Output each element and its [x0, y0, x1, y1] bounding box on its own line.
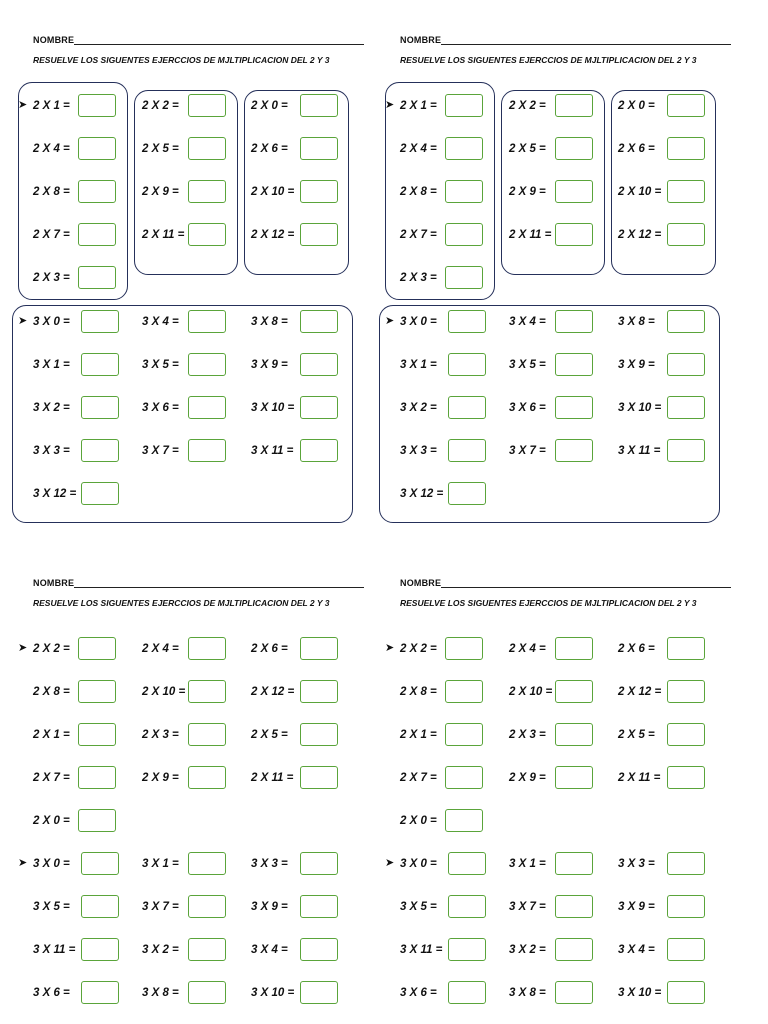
answer-box[interactable] [300, 223, 338, 246]
exercise-label: 3 X 5 = [509, 359, 546, 371]
exercise-label: 3 X 7 = [142, 901, 179, 913]
answer-box[interactable] [555, 180, 593, 203]
exercise-label: 2 X 11 = [142, 229, 185, 241]
exercise-label: 3 X 1 = [400, 359, 437, 371]
pointer-arrow-icon: ➤ [385, 857, 395, 869]
exercise-label: 3 X 1 = [33, 359, 70, 371]
answer-box[interactable] [555, 94, 593, 117]
exercise-label: 3 X 0 = [33, 316, 70, 328]
exercise-label: 3 X 11 = [618, 445, 661, 457]
answer-box[interactable] [78, 766, 116, 789]
answer-box[interactable] [300, 981, 338, 1004]
exercise-label: 3 X 6 = [33, 987, 70, 999]
answer-box[interactable] [667, 723, 705, 746]
exercise-label: 2 X 0 = [400, 815, 437, 827]
answer-box[interactable] [78, 180, 116, 203]
exercise-label: 3 X 3 = [618, 858, 655, 870]
exercise-label: 3 X 8 = [618, 316, 655, 328]
exercise-label: 3 X 11 = [251, 445, 294, 457]
answer-box[interactable] [300, 180, 338, 203]
instruction-text: RESUELVE LOS SIGUENTES EJERCCIOS DE MJLTIPLICACION DEL 2 Y 3 [33, 55, 330, 65]
exercise-label: 3 X 1 = [509, 858, 546, 870]
exercise-label: 3 X 4 = [509, 316, 546, 328]
exercise-label: 2 X 6 = [618, 143, 655, 155]
exercise-label: 2 X 11 = [618, 772, 661, 784]
exercise-label: 3 X 0 = [33, 858, 70, 870]
answer-box[interactable] [667, 353, 705, 376]
answer-box[interactable] [448, 852, 486, 875]
exercise-label: 3 X 2 = [142, 944, 179, 956]
answer-box[interactable] [81, 396, 119, 419]
answer-box[interactable] [448, 482, 486, 505]
exercise-label: 3 X 8 = [142, 987, 179, 999]
instruction-text: RESUELVE LOS SIGUENTES EJERCCIOS DE MJLTIPLICACION DEL 2 Y 3 [400, 598, 697, 608]
answer-box[interactable] [300, 439, 338, 462]
nombre-label: NOMBRE [400, 578, 442, 588]
exercise-label: 2 X 4 = [33, 143, 70, 155]
answer-box[interactable] [81, 439, 119, 462]
exercise-label: 3 X 5 = [400, 901, 437, 913]
answer-box[interactable] [300, 637, 338, 660]
answer-box[interactable] [445, 809, 483, 832]
exercise-label: 2 X 5 = [618, 729, 655, 741]
answer-box[interactable] [667, 938, 705, 961]
answer-box[interactable] [188, 439, 226, 462]
answer-box[interactable] [81, 895, 119, 918]
answer-box[interactable] [188, 938, 226, 961]
answer-box[interactable] [300, 137, 338, 160]
answer-box[interactable] [300, 852, 338, 875]
exercise-label: 3 X 5 = [33, 901, 70, 913]
answer-box[interactable] [300, 310, 338, 333]
exercise-label: 2 X 8 = [400, 186, 437, 198]
exercise-label: 2 X 2 = [400, 643, 437, 655]
exercise-label: 2 X 9 = [142, 772, 179, 784]
exercise-label: 3 X 2 = [33, 402, 70, 414]
answer-box[interactable] [555, 895, 593, 918]
exercise-label: 2 X 7 = [33, 772, 70, 784]
answer-box[interactable] [188, 223, 226, 246]
exercise-label: 3 X 12 = [400, 488, 444, 500]
answer-box[interactable] [448, 895, 486, 918]
exercise-label: 2 X 0 = [251, 100, 288, 112]
answer-box[interactable] [555, 310, 593, 333]
exercise-label: 2 X 1 = [33, 100, 70, 112]
answer-box[interactable] [188, 895, 226, 918]
answer-box[interactable] [667, 895, 705, 918]
answer-box[interactable] [667, 137, 705, 160]
answer-box[interactable] [555, 223, 593, 246]
exercise-label: 3 X 7 = [509, 445, 546, 457]
exercise-label: 2 X 2 = [509, 100, 546, 112]
exercise-label: 3 X 10 = [251, 402, 295, 414]
answer-box[interactable] [300, 895, 338, 918]
answer-box[interactable] [81, 938, 119, 961]
answer-box[interactable] [188, 981, 226, 1004]
answer-box[interactable] [555, 439, 593, 462]
answer-box[interactable] [81, 482, 119, 505]
exercise-label: 3 X 5 = [142, 359, 179, 371]
exercise-label: 3 X 10 = [618, 402, 662, 414]
pointer-arrow-icon: ➤ [385, 99, 395, 111]
exercise-label: 3 X 7 = [142, 445, 179, 457]
answer-box[interactable] [300, 353, 338, 376]
answer-box[interactable] [667, 180, 705, 203]
nombre-label: NOMBRE [33, 578, 75, 588]
exercise-label: 2 X 8 = [33, 186, 70, 198]
answer-box[interactable] [188, 723, 226, 746]
answer-box[interactable] [81, 310, 119, 333]
answer-box[interactable] [81, 852, 119, 875]
exercise-label: 2 X 10 = [618, 186, 662, 198]
exercise-label: 3 X 12 = [33, 488, 77, 500]
answer-box[interactable] [445, 766, 483, 789]
exercise-label: 2 X 10 = [142, 686, 186, 698]
answer-box[interactable] [188, 310, 226, 333]
answer-box[interactable] [188, 637, 226, 660]
answer-box[interactable] [300, 680, 338, 703]
exercise-label: 3 X 3 = [251, 858, 288, 870]
exercise-label: 2 X 1 = [400, 729, 437, 741]
exercise-label: 2 X 1 = [33, 729, 70, 741]
pointer-arrow-icon: ➤ [18, 642, 28, 654]
exercise-label: 2 X 1 = [400, 100, 437, 112]
instruction-text: RESUELVE LOS SIGUENTES EJERCCIOS DE MJLTIPLICACION DEL 2 Y 3 [400, 55, 697, 65]
exercise-label: 3 X 0 = [400, 858, 437, 870]
answer-box[interactable] [445, 94, 483, 117]
exercise-label: 2 X 2 = [33, 643, 70, 655]
answer-box[interactable] [448, 396, 486, 419]
answer-box[interactable] [667, 637, 705, 660]
exercise-label: 3 X 9 = [251, 359, 288, 371]
exercise-label: 3 X 9 = [618, 901, 655, 913]
answer-box[interactable] [78, 809, 116, 832]
answer-box[interactable] [300, 766, 338, 789]
answer-box[interactable] [555, 396, 593, 419]
answer-box[interactable] [667, 223, 705, 246]
answer-box[interactable] [188, 680, 226, 703]
answer-box[interactable] [555, 981, 593, 1004]
answer-box[interactable] [81, 981, 119, 1004]
answer-box[interactable] [667, 680, 705, 703]
answer-box[interactable] [188, 180, 226, 203]
nombre-label: NOMBRE [400, 35, 442, 45]
exercise-label: 2 X 6 = [251, 643, 288, 655]
answer-box[interactable] [445, 723, 483, 746]
nombre-label: NOMBRE [33, 35, 75, 45]
exercise-label: 3 X 11 = [400, 944, 443, 956]
answer-box[interactable] [445, 637, 483, 660]
exercise-label: 3 X 8 = [251, 316, 288, 328]
answer-box[interactable] [78, 94, 116, 117]
answer-box[interactable] [188, 94, 226, 117]
answer-box[interactable] [300, 94, 338, 117]
exercise-label: 3 X 9 = [618, 359, 655, 371]
pointer-arrow-icon: ➤ [18, 99, 28, 111]
exercise-label: 2 X 8 = [33, 686, 70, 698]
answer-box[interactable] [188, 137, 226, 160]
answer-box[interactable] [300, 396, 338, 419]
answer-box[interactable] [448, 439, 486, 462]
exercise-label: 3 X 3 = [33, 445, 70, 457]
exercise-label: 3 X 8 = [509, 987, 546, 999]
answer-box[interactable] [555, 680, 593, 703]
exercise-label: 3 X 6 = [400, 987, 437, 999]
exercise-label: 3 X 10 = [618, 987, 662, 999]
answer-box[interactable] [667, 852, 705, 875]
name-line[interactable] [74, 587, 364, 588]
exercise-label: 3 X 1 = [142, 858, 179, 870]
answer-box[interactable] [445, 180, 483, 203]
exercise-label: 2 X 6 = [618, 643, 655, 655]
answer-box[interactable] [300, 938, 338, 961]
answer-box[interactable] [188, 852, 226, 875]
exercise-label: 2 X 0 = [618, 100, 655, 112]
exercise-label: 2 X 3 = [400, 272, 437, 284]
answer-box[interactable] [667, 396, 705, 419]
exercise-label: 2 X 5 = [142, 143, 179, 155]
answer-box[interactable] [555, 938, 593, 961]
answer-box[interactable] [555, 353, 593, 376]
exercise-label: 2 X 6 = [251, 143, 288, 155]
answer-box[interactable] [555, 852, 593, 875]
exercise-label: 3 X 3 = [400, 445, 437, 457]
pointer-arrow-icon: ➤ [18, 857, 28, 869]
exercise-label: 2 X 9 = [142, 186, 179, 198]
answer-box[interactable] [81, 353, 119, 376]
exercise-label: 2 X 4 = [142, 643, 179, 655]
exercise-label: 2 X 5 = [509, 143, 546, 155]
answer-box[interactable] [667, 310, 705, 333]
answer-box[interactable] [448, 310, 486, 333]
exercise-label: 3 X 2 = [509, 944, 546, 956]
answer-box[interactable] [667, 981, 705, 1004]
answer-box[interactable] [445, 266, 483, 289]
answer-box[interactable] [667, 766, 705, 789]
exercise-label: 2 X 3 = [33, 272, 70, 284]
pointer-arrow-icon: ➤ [385, 642, 395, 654]
answer-box[interactable] [555, 723, 593, 746]
exercise-label: 2 X 12 = [251, 229, 295, 241]
exercise-label: 3 X 10 = [251, 987, 295, 999]
answer-box[interactable] [300, 723, 338, 746]
pointer-arrow-icon: ➤ [18, 315, 28, 327]
exercise-label: 2 X 9 = [509, 186, 546, 198]
exercise-label: 2 X 7 = [400, 229, 437, 241]
exercise-label: 2 X 10 = [251, 186, 295, 198]
exercise-label: 2 X 12 = [618, 229, 662, 241]
exercise-label: 2 X 12 = [618, 686, 662, 698]
exercise-label: 2 X 7 = [400, 772, 437, 784]
answer-box[interactable] [445, 680, 483, 703]
answer-box[interactable] [445, 223, 483, 246]
exercise-label: 2 X 10 = [509, 686, 553, 698]
answer-box[interactable] [667, 94, 705, 117]
answer-box[interactable] [78, 223, 116, 246]
exercise-label: 2 X 5 = [251, 729, 288, 741]
answer-box[interactable] [78, 680, 116, 703]
exercise-label: 2 X 0 = [33, 815, 70, 827]
answer-box[interactable] [448, 981, 486, 1004]
name-line[interactable] [441, 587, 731, 588]
exercise-label: 2 X 9 = [509, 772, 546, 784]
exercise-label: 3 X 9 = [251, 901, 288, 913]
exercise-label: 2 X 11 = [509, 229, 552, 241]
exercise-label: 2 X 3 = [509, 729, 546, 741]
answer-box[interactable] [555, 637, 593, 660]
exercise-label: 3 X 0 = [400, 316, 437, 328]
answer-box[interactable] [78, 637, 116, 660]
exercise-label: 2 X 3 = [142, 729, 179, 741]
exercise-label: 3 X 7 = [509, 901, 546, 913]
answer-box[interactable] [78, 137, 116, 160]
exercise-label: 2 X 11 = [251, 772, 294, 784]
name-line[interactable] [441, 44, 731, 45]
answer-box[interactable] [188, 353, 226, 376]
exercise-label: 2 X 8 = [400, 686, 437, 698]
exercise-label: 2 X 12 = [251, 686, 295, 698]
exercise-label: 3 X 4 = [618, 944, 655, 956]
answer-box[interactable] [448, 938, 486, 961]
instruction-text: RESUELVE LOS SIGUENTES EJERCCIOS DE MJLTIPLICACION DEL 2 Y 3 [33, 598, 330, 608]
answer-box[interactable] [555, 137, 593, 160]
exercise-label: 3 X 6 = [142, 402, 179, 414]
exercise-label: 3 X 2 = [400, 402, 437, 414]
exercise-label: 3 X 4 = [251, 944, 288, 956]
pointer-arrow-icon: ➤ [385, 315, 395, 327]
name-line[interactable] [74, 44, 364, 45]
answer-box[interactable] [188, 766, 226, 789]
answer-box[interactable] [448, 353, 486, 376]
answer-box[interactable] [555, 766, 593, 789]
exercise-label: 3 X 4 = [142, 316, 179, 328]
exercise-label: 3 X 11 = [33, 944, 76, 956]
exercise-label: 2 X 7 = [33, 229, 70, 241]
exercise-label: 2 X 2 = [142, 100, 179, 112]
exercise-label: 2 X 4 = [400, 143, 437, 155]
answer-box[interactable] [188, 396, 226, 419]
answer-box[interactable] [667, 439, 705, 462]
answer-box[interactable] [445, 137, 483, 160]
answer-box[interactable] [78, 266, 116, 289]
exercise-label: 2 X 4 = [509, 643, 546, 655]
exercise-label: 3 X 6 = [509, 402, 546, 414]
answer-box[interactable] [78, 723, 116, 746]
